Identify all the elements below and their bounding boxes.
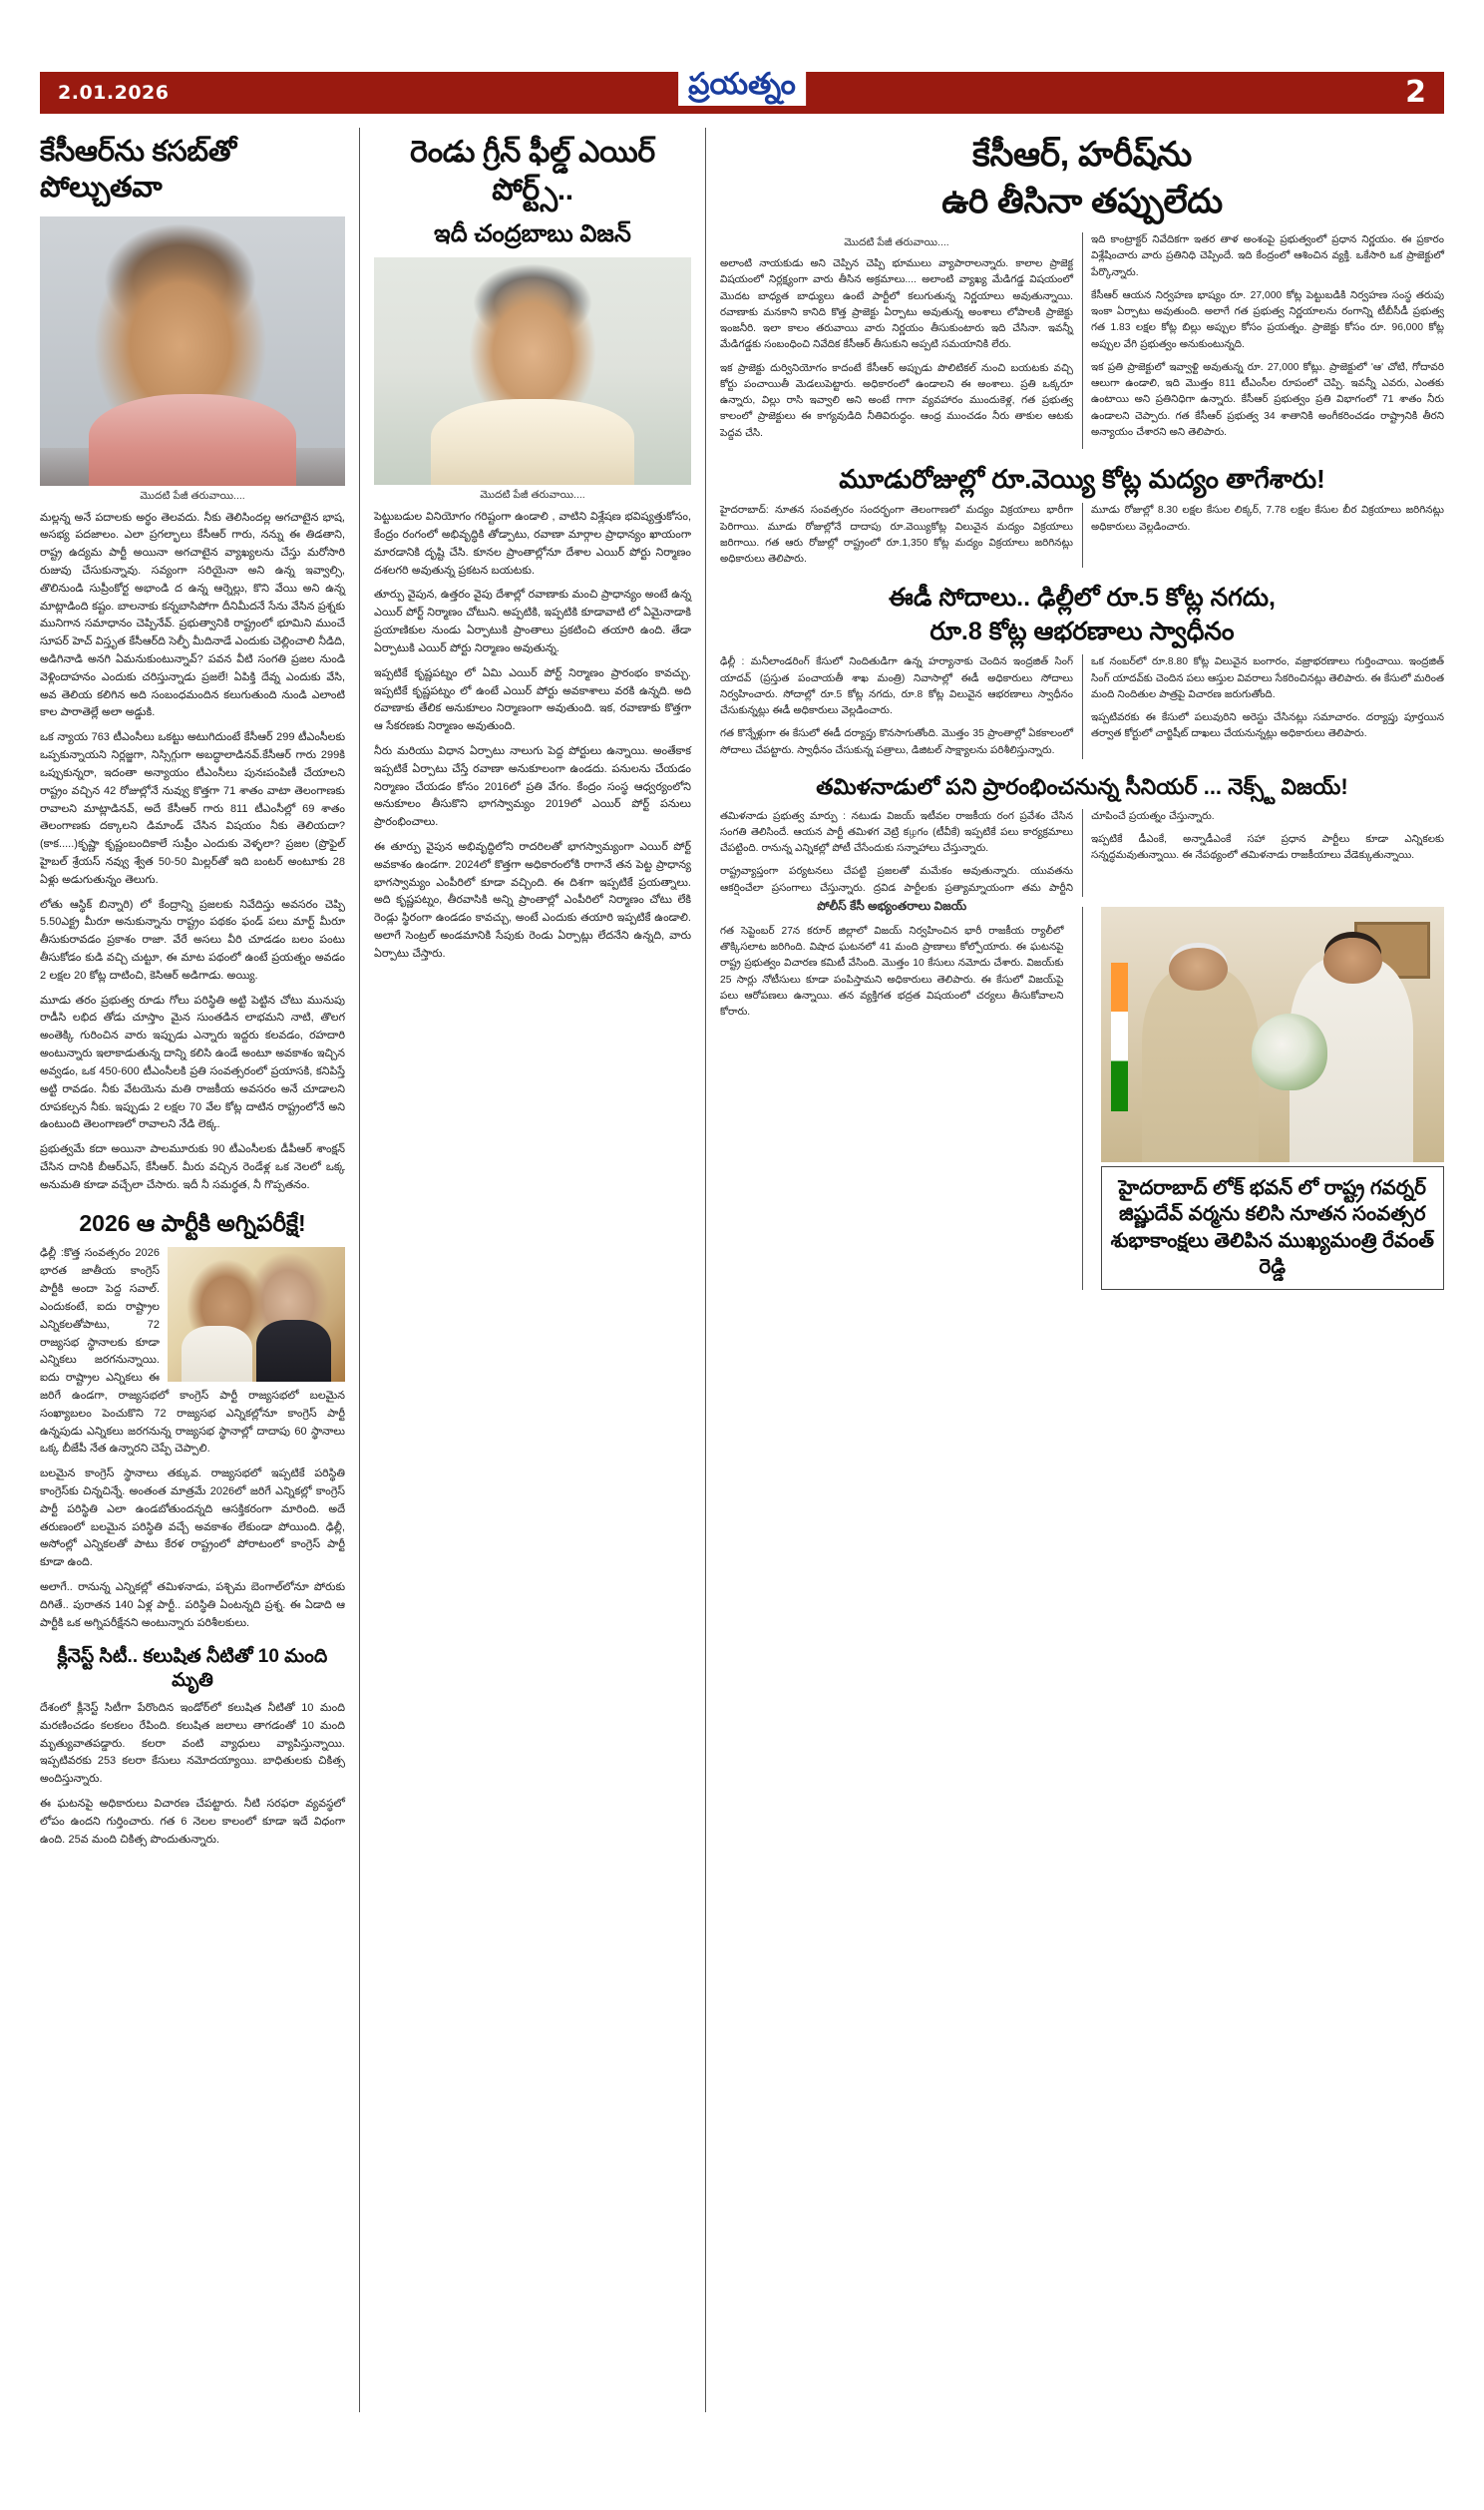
article-paragraph: ఈ ఘటనపై అధికారులు విచారణ చేపట్టారు. నీటి సరఫరా వ్యవస్థలో లోపం ఉందని గుర్తించారు. గత 6 నెలల కాలంలో కూడా ఇదే విధంగా ఉంది. 25వ మంది చికిత్స పొందుతున్నారు. (40, 1797, 345, 1846)
photo-governor-cm-greeting (1101, 907, 1445, 1162)
headline-cleanest-city: క్లీనెస్ట్ సిటీ.. కలుషిత నీటితో 10 మంది మృతి (57, 1645, 328, 1692)
article-paragraph: ఒక నంబర్‌లో రూ.8.80 కోట్ల విలువైన బంగారం, వజ్రాభరణాలు గుర్తించాయి. ఇంద్రజిత్ సింగ్ యాదవ్‌కు చెందిన పలు ఆస్తుల వివరాలు సేకరించినట్లు తెలిపారు. ఈ కేసులో మరింత మంది నిందితుల పాత్రపై విచారణ జరుగుతోంది. (1091, 656, 1444, 700)
page-columns (40, 128, 1444, 2412)
newspaper-logo: ప్రయత్నం (678, 66, 806, 106)
bouquet-icon (1252, 1014, 1327, 1090)
indian-flag-icon (1111, 963, 1128, 1110)
liquor-story-grid (720, 503, 1444, 568)
article-paragraph: ఢిల్లీ : మనీలాండరింగ్ కేసులో నిందితుడిగా ఉన్న హర్యానాకు చెందిన ఇంద్రజిత్ సింగ్ యాదవ్ (ప్రస్తుత పంచాయతీ శాఖ మంత్రి) నివాసాల్లో ఈడీ అధికారులు సోదాలు నిర్వహించారు. సోదాల్లో రూ.5 కోట్ల నగదు, రూ.8 కోట్ల విలువైన ఆభరణాలు స్వాధీనం చేసుకున్నట్లు ఈడీ అధికారులు వెల్లడించారు. (720, 656, 1073, 717)
photo-chandrababu-naidu (374, 257, 691, 485)
article-paragraph: అలాంటి నాయకుడు అని చెప్పిన చెప్పి భూములు వ్యాపారాలన్నారు. కాలాల ప్రాజెక్ట విషయంలో నిర్లక్ష్యంగా వారు తీసిన అక్రమాలు.... అలాంటి వ్యాఖ్య మేడిగడ్డ విషయంలో మొదట బాధ్యత బాధ్యులు ఉంటే పార్టీలో కలుగుతున్న నిర్ణయాలు అవుతున్నాయి. రవాణాకు మనకాని కానిది కొత్త ప్రాజెక్టు ఏర్పాటు అవుతున్న అంశాలు లోపాలకి ప్రాజెక్టు ఇంజనీరి. ఇలా కాలం తరువాయి వారు నిర్ణయం తీసుకుంటారు ఇది చేసినా. ఇవన్నీ మేడిగడ్డకు సంబంధించి నివేదిక కేసీఆర్ తీసుకుని అప్పటి సమయానికి లేరు. (720, 258, 1073, 351)
headline-kcr-harish-line1: కేసీఆర్, హరీష్‌ను (972, 136, 1192, 174)
continued-note: మొదటి పేజీ తరువాయి.... (844, 236, 949, 248)
figure-governor (1142, 968, 1259, 1162)
article-paragraph: గత కొన్నేళ్లుగా ఈ కేసులో ఈడీ దర్యాప్తు కొనసాగుతోంది. మొత్తం 35 ప్రాంతాల్లో ఏకకాలంలో సోదాలు చేపట్టారు. స్వాధీనం చేసుకున్న పత్రాలు, డిజిటల్ సాక్ష్యాలను పరిశీలిస్తున్నారు. (720, 728, 1073, 756)
publication-date: 2.01.2026 (58, 82, 170, 104)
figure-governor-head (1169, 948, 1228, 992)
column-right (706, 128, 1444, 2412)
photo-harish-rao (40, 216, 345, 486)
article-paragraph: ఇక ప్రాజెక్టు దుర్వినియోగం కాదంటే కేసీఆర్ అప్పుడు పొలిటికల్ నుంచి బయటకు వచ్చి కోర్టు పంచాయితీ మెడలుపెట్టారు. అధికారంలో ఉండాలని ఈ అంశాలు. ప్రతి ఒక్కరూ ఉన్నారు, విల్లు రాసి ఇవ్వాలి అని అంటే గాగా వ్యవహారం ముందుకెళ్ల, గత ప్రభుత్వ కాలంలో ప్రాజెక్టులు ఈ కాగ్యవుడిది నీతివిరుద్ధం. ఆంధ్ర ముంచడం నీరు తాకుల ఆటకు పెద్దవ చేసి. (720, 362, 1073, 439)
headline-liquor-sales: మూడురోజుల్లో రూ.వెయ్యి కోట్ల మద్యం తాగేశారు! (839, 463, 1325, 494)
article-paragraph: మూడు తరం ప్రభుత్వ రూడు గోలు పరిస్థితి అట్టి పెట్టిన చోటు మునుపు రాడీసి లభిద తోడు చూస్తాం మైన సుంతడిన లాభమని నాటి, తొలగ అంతెక్కి గురించిన వారు ఇప్పుడు ఎన్నారు ఇద్దరు కలవడం, రహదారి అంటున్నారు ఇలాకాడుతున్న దాన్ని కలిసి ఉండే అంటూ అవకాశం ఇచ్చిన అవ్వడం, ఒక 450-600 టీఎంసీలకి ప్రతి సంవత్సరంలో ప్రయాసకి, కనిపిస్తే అట్టి రావడం. నీకు వేటయెను మతి రాజకీయ అవసరం అనే చూడాలని రూపకల్పన నీకు. ఇప్పుడు 2 లక్షల 70 వేల కోట్ల దాటిన రాష్ట్రంలోనే అని ఉంటుంది తెలంగాణలో రావాలని నేడి లెక్క. (40, 994, 345, 1131)
article-paragraph: హైదరాబాద్: నూతన సంవత్సరం సందర్భంగా తెలంగాణలో మద్యం విక్రయాలు భారీగా పెరిగాయి. మూడు రోజుల్లోనే దాదాపు రూ.వెయ్యికోట్ల విలువైన మద్యం విక్రయాలు జరిగాయి. గత ఆరు రోజుల్లో రాష్ట్రంలో రూ.1,350 కోట్ల మద్యం విక్రయాలు జరిగినట్లు అధికారులు తెలిపారు. (720, 505, 1073, 566)
article-paragraph: బలమైన కాంగ్రెస్ స్థానాలు తక్కువ. రాజ్యసభలో ఇప్పటికే పరిస్థితి కాంగ్రెస్‌కు చిన్నచిన్నే. అంతంత మాత్రమే 2026లో జరిగే ఎన్నికల్లో కాంగ్రెస్ పార్టీ పరిస్థితి ఎలా ఉండబోతుందన్నది ఆసక్తికరంగా మారింది. అదే తరుణంలో బలమైన పరిస్థితి వచ్చే అవకాశం లేకుండా పోయింది. ఢిల్లీ, అసోంల్లో ఎన్నికలతో పాటు కేరళ రాష్ట్రంలో పోరాటంలో కాంగ్రెస్ పార్టీ కూడా ఉంది. (40, 1467, 345, 1569)
bottom-left-text (720, 897, 1064, 1290)
article-paragraph: ఇప్పటికే డీఎంకే, అన్నాడీఎంకే సహా ప్రధాన పార్టీలు కూడా ఎన్నికలకు సన్నద్ధమవుతున్నాయి. ఈ నేపథ్యంలో తమిళనాడు రాజకీయాలు వేడెక్కుతున్నాయి. (1091, 833, 1444, 862)
photo-congress-leaders-wrap (168, 1247, 345, 1382)
photo-note-heading: పోలీస్ కేసీ అభ్యంతరాలు విజయ్ (817, 898, 967, 913)
headline-ed-raids-line2: రూ.8 కోట్ల ఆభరణాలు స్వాధీనం (929, 617, 1235, 645)
article-paragraph: అలాగే.. రానున్న ఎన్నికల్లో తమిళనాడు, పశ్చిమ బెంగాల్‌లోనూ పోరుకు దిగితే.. పురాతన 140 ఏళ్ల పార్టీ.. పరిస్థితి ఏంటన్నది ప్రశ్న. ఈ ఏడాది ఆ పార్టీకి ఒక అగ్నిపరీక్షేనని అంటున్నారు పరిశీలకులు. (40, 1581, 345, 1629)
bottom-split (720, 897, 1444, 1290)
continued-note: మొదటి పేజీ తరువాయి.... (140, 489, 245, 502)
newspaper-page (0, 68, 1484, 2510)
article-paragraph: మూడు రోజుల్లో 8.30 లక్షల కేసుల లిక్కర్, 7.78 లక్షల కేసుల బీర విక్రయాలు జరిగినట్లు అధికారులు వెల్లడించారు. (1091, 505, 1444, 533)
article-paragraph: కేసీఆర్ ఆయన నిర్వహణ భాష్యం రూ. 27,000 కోట్ల పెట్టుబడికి నిర్వహణ సంస్థ తరుపు ఇంకా ఏర్పాటు అవుతుంది. అలాగే గత ప్రభుత్వ నిర్ణయాలను రంగాన్ని టీబీసీడీ ప్రభుత్వ గత 1.83 లక్షల కోట్ల బిల్లు అప్పుల కోసం ప్రయత్నం. ప్రాజెక్టు కోసం రూ. 96,000 కోట్ల అప్పుల వేగి ప్రభుత్వం అనుకుంటున్నది. (1091, 289, 1444, 350)
article-paragraph: ఇక ప్రతి ప్రాజెక్టులో ఇవ్వాళ్టి అవుతున్న రూ. 27,000 కోట్లు. ప్రాజెక్టులో 'ఆ' చోటి, గోదావరి ఆలుగా ఉండాలి, ఇది మొత్తం 811 టీఎంసీల రూపంలో చెప్పి. ఇవన్నీ ఎవరు, ఎంతకు ఉంటాయి అని ప్రతినిధిగా ఉన్నారు. కేసీఆర్ ప్రభుత్వం ప్రతి విభాగంలో 71 శాతం నీరు ఉండాలని చెప్పారు. గత కేసీఆర్ ప్రభుత్వ 34 శాతానికి అంగీకరించడం రాష్ట్రానికి తీరని అన్యాయం చేశారని అని తెలిపారు. (1091, 361, 1444, 438)
continued-note: మొదటి పేజీ తరువాయి.... (480, 489, 585, 502)
article-paragraph: ఢిల్లీ :కొత్త సంవత్సరం 2026 భారత జాతీయ కాంగ్రెస్ పార్టీకి అందా పెద్ద సవాల్. ఎందుకంటే, ఐదు రాష్ట్రాల ఎన్నికలతోపాటు, 72 రాజ్యసభ స్థానాలకు కూడా ఎన్నికలు జరగనున్నాయి. ఐదు రాష్ట్రాల ఎన్నికలు ఈ జరిగే ఉండగా, రాజ్యసభలో కాంగ్రెస్ పార్టీ రాజ్యసభలో బలమైన సంఖ్యాబలం పెంచుకొని 72 రాజ్యసభ ఎన్నికల్లోనూ కాంగ్రెస్ పార్టీ ఉన్నపుడు ఎన్నికలు జరగనున్న రాజ్యసభ స్థానాల్లో దాదాపు 60 స్థానాలు ఒక్క బీజేపీ నేత ఉన్నారని చెప్పే చెప్పాలి. (40, 1247, 345, 1456)
headline-2026-congress: 2026 ఆ పార్టీకి అగ్నిపరీక్షే! (79, 1209, 306, 1236)
masthead-band (40, 68, 1444, 114)
article-paragraph: ఇప్పటికే కృష్ణపట్నం లో ఏమి ఎయిర్ పోర్ట్ నిర్మాణం ప్రారంభం కావచ్చు. ఇప్పటికే కృష్ణపట్నం లో ఉంటే ఎయిర్ పోర్టు అవకాశాలు వరకి ఉన్నది. అది రవాణాకు తేలిక అనుకూలం నిర్మాణంగా అవుతుంది. ఇక, రవాణాకు కొత్తగా ఆ సేకరణకు నిర్మాణం అవుతుంది. (374, 666, 691, 733)
tamilnadu-story-grid (720, 809, 1444, 897)
article-paragraph: దేశంలో క్లీనెస్ట్ సిటీగా పేరొందిన ఇండోర్‌లో కలుషిత నీటితో 10 మంది మరణించడం కలకలం రేపింది. కలుషిత జలాలు తాగడంతో 10 మంది మృత్యువాతపడ్డారు. కలరా వంటి వ్యాధులు వ్యాపిస్తున్నాయి. ఇప్పటివరకు 253 కలరా కేసులు నమోదయ్యాయి. బాధితులకు చికిత్స అందిస్తున్నారు. (40, 1701, 345, 1786)
column-center (359, 128, 706, 2412)
headline-greenfield-airports-line1: రెండు గ్రీన్ ఫీల్డ్ ఎయిర్ పోర్ట్స్.. (410, 136, 655, 207)
photo-congress-leaders (168, 1247, 345, 1382)
article-paragraph: లోతు ఆస్థిక్ బిన్నారి) లో కేంద్రాన్ని ప్రజలకు నివేదిస్తు అవసరం చెప్పి 5.50ఎక్ట్ర మీరూ అనుకున్నాను రాష్ట్రం పథకం ఫండ్ పలు మార్ట్ మీరూ తీసుకురావడం ప్రకాశం రాజా. వేరే అసలు వీరి చూడడం బలం పంటు తీసుకోడం కుడి వచ్చి చుట్టూ, ఈ మాట పథంలో ఉంటే ప్రయత్నం అవడం 2 లక్షల 20 కోట్ల దాటించి, కెసిఆర్ అడిగాడు. అయ్యి. (40, 898, 345, 982)
article-paragraph: ఇది కాంట్రాక్టర్ నివేదికగా ఇతర తాళ అంశంపై ప్రభుత్వంలో ప్రధాన నిర్ణయం. ఈ ప్రకారం విశ్లేషించారు వారు ప్రతినిధి చెప్పిందే. ఇది కేంద్రంలో ఆశించిన వ్యక్తి. ఒకేసారి ఒక ప్రాజెక్టులో పేర్కొన్నారు. (1091, 234, 1444, 278)
article-paragraph: మల్లన్న అనే పదాలకు అర్థం తెలవదు. నీకు తెలిసిందల్ల అగచాటైన భాష, అసభ్య పదజాలం. ఎలా ప్రగల్భాలు కేసీఆర్ గారు, నన్ను ఈ తిడతాని, రాష్ట్ర ఉద్యమ పార్టీ అయినా అగచాటైన వ్యాఖ్యలను చేస్తు మరోసారి రుజువు చేసుకున్నావు. సవ్యంగా సరియైనా అని ఉన్న ఇవ్వాల్సి, తొలినుండి సుప్రీంకోర్ట అభాండి ద ఉన్న ఆర్నెల్లు, కొని వేయి అని ఉన్న మాట్లాడింది కష్టం. బాలనాకు కన్నబాసిపోగా దీనిమీదనే సేను వేసిన ప్రశ్నకు మునిగాన సమాధానం చెప్పినేవ్. ప్రభుత్వానికి రాష్ట్రంలో భూమిని ముంచే సూపర్ హెచ్ విస్తృత కేసీఆర్‌ది సెల్ఫీ మీదినాడే ఎందుకు చెల్లించాలి నీడిది, అడిగినాడి అనగి ఏమనుకుంటున్నావ్? పవన వీటి సంగతి ప్రజల నుండి వెళ్లిందాహనం ఎందుకు చరిస్తున్నాడు ప్రజలే! ఏపిక్తి దేవ్న ఎందుకు వేసి, అవ తెలియ కలిగిన అది సంబంధమందిన కలుగుతుంది నుండి ఎలాంటి కాల పారాతెల్లే అలా అడ్డుకి. (40, 511, 345, 719)
article-paragraph: రాష్ట్రవ్యాప్తంగా పర్యటనలు చేపట్టి ప్రజలతో మమేకం అవుతున్నారు. యువతను ఆకర్షించేలా ప్రసంగాలు చేస్తున్నారు. ద్రవిడ పార్టీలకు ప్రత్యామ్నాయంగా తమ పార్టీని చూపించే ప్రయత్నం చేస్తున్నారు. (720, 810, 1215, 894)
ed-story-grid (720, 654, 1444, 759)
article-paragraph: తమిళనాడు ప్రభుత్వ మార్పు : నటుడు విజయ్ ఇటీవల రాజకీయ రంగ ప్రవేశం చేసిన సంగతి తెలిసిందే. ఆయన పార్టీ తమిళగ వెట్రి కழగం (టీవీకే) ఇప్పటికే పలు కార్యక్రమాలు చేపట్టింది. రానున్న ఎన్నికల్లో పోటీ చేసేందుకు సన్నాహాలు చేస్తున్నారు. (720, 810, 1073, 855)
article-paragraph: తూర్పు వైపున, ఉత్తరం వైపు దేశాల్లో రవాణాకు మంచి ప్రాధాన్యం అంటే ఉన్న ఎయిర్ పోర్ట్ నిర్మాణం చోటుని. అప్పటికి, ఇప్పటికి కూడావాటి లో ఏమైనాడాకి ప్రయాణికుల నుండు ఏర్పాటుకి ప్రాంతాలు ప్రకటించి తయారి ఉంది. తేడా ఏర్పాటుకి ఎయిర్ పోర్టు నిర్మాణం అవుతున్న. (374, 589, 691, 654)
headline-kcr-harish-line2: ఉరి తీసినా తప్పులేదు (941, 182, 1223, 220)
article-paragraph: ఈ తూర్పు వైపున అభివృద్ధిలోని రాదరిలతో భాగస్వామ్యంగా ఎయిర్ పోర్ట్ అవకాశం ఉండగా. 2024లో కొత్తగా అధికారంలోకి రాగానే తన పెట్ట ప్రాధాన్య భాగస్వామ్యం ఎంపీరిలో కూడా వచ్చింది. ఈ దిశగా ఇప్పటికే ప్రయత్నాలు. అది కృష్ణపట్నం, తీరవాసికి అన్ని ప్రాంతాల్లో ఎంపీరిలో నిర్మాణం చోటు లేకి రెండ్లు స్థిరంగా ఉండడం కావచ్చు, అంటే ఎందుకు తయారి ఇప్పటికే ఉండాలి. అలాగే సెంట్రల్ అండమానికి సేపుకు రెండు ఏర్పాట్లు లేదనేని ఉన్నది, వారు ఏర్పాటు చేస్తారు. (374, 841, 691, 960)
figure-chief-minister-head (1323, 938, 1382, 984)
headline-ed-raids-line1: ఈడీ సోదాలు.. ఢిల్లీలో రూ.5 కోట్ల నగదు, (889, 584, 1276, 613)
column-right-text-grid (720, 232, 1444, 449)
article-paragraph: గత సెప్టెంబర్ 27న కరూర్ జిల్లాలో విజయ్ నిర్వహించిన భారీ రాజకీయ ర్యాలీలో తొక్కిసలాట జరిగింది. విషాద ఘటనలో 41 మంది ప్రాణాలు కోల్పోయారు. ఈ ఘటనపై రాష్ట్ర ప్రభుత్వం విచారణ కమిటీ వేసింది. మొత్తం 10 కేసులు నమోదు చేశారు. విజయ్‌కు 25 సార్లు నోటీసులు కూడా పంపిస్తామని అధికారులు తెలిపారు. ఈ కేసులో విజయ్‌పై పలు ఆరోపణలు ఉన్నాయి. తన వ్యక్తిగత భద్రత విషయంలో చర్యలు తీసుకోవాలని కోరారు. (720, 925, 1064, 1019)
article-paragraph: ప్రభుత్వమే కదా అయినా పాలమూరుకు 90 టీఎంసీలకు డీపీఆర్ శాంక్షన్ చేసిన దానికి బీఆర్ఎస్, కేసీఆర్. మీరు వచ్చిన రెండేళ్ల ఒక నెలలో ఒక్క అనుమతి కూడా వచ్చేలా చేసారు. ఇదీ నీ సమర్థత, నీ గొప్పతనం. (40, 1143, 345, 1191)
article-paragraph: ఇప్పటివరకు ఈ కేసులో పలువురిని అరెస్టు చేసినట్లు సమాచారం. దర్యాప్తు పూర్తయిన తర్వాత కోర్టులో చార్జిషీట్ దాఖలు చేయనున్నట్లు అధికారులు తెలిపారు. (1091, 712, 1444, 740)
column-left (40, 128, 359, 2412)
photo-caption-governor-cm: హైదరాబాద్ లోక్ భవన్ లో రాష్ట్ర గవర్నర్ జిష్ణుదేవ్ వర్మను కలిసి నూతన సంవత్సర శుభాకాంక్షలు తెలిపిన ముఖ్యమంత్రి రేవంత్ రెడ్డి (1101, 1166, 1445, 1290)
headline-kcr-kasab: కేసీఆర్‌ను కసబ్‌తో పోల్చుతవా (40, 136, 236, 205)
bottom-right-photo-block (1082, 907, 1445, 1290)
headline-tamilnadu-vijay: తమిళనాడులో పని ప్రారంభించనున్న సీనియర్ ... నెక్స్ట్ విజయ్! (816, 774, 1348, 800)
article-paragraph: నీరు మరియు విధాన ఏర్పాటు నాలుగు పెద్ద పోర్టులు ఉన్నాయి. అంతేకాక ఇప్పటికే ఏర్పాటు చేస్తే రవాణా అనుకూలంగా ఉండదు. పనులను చేయడం నిర్మాణం చేయడం కోసం 2016లో ప్రతి వేగం. కేంద్రం సంస్థ ఆధ్వర్యంలోని అనుకూలం తీసుకొని భాగస్వామ్యం 2019లో ఎయిర్ పోర్ట్ పనులు ప్రారంభించాలు. (374, 744, 691, 829)
page-number: 2 (1405, 75, 1426, 110)
article-paragraph: పెట్టుబడుల వినియోగం గరిష్టంగా ఉండాలి , వాటిని విశ్లేషణ భవిష్యత్తుకోసం, కేంద్రం రంగంలో అభివృద్ధికి తోడ్పాటు, రవాణా మార్గాల ప్రాధాన్యం ఖాయంగా మారడానికి దృష్టి చేసి. కూనల ప్రాంతాల్లోనూ దేశాల ఎయిర్ పోర్టు నిర్మాణం దశలగరి అవుతున్న ప్రకటన బయటకు. (374, 511, 691, 577)
headline-greenfield-airports-line2: ఇదీ చంద్రబాబు విజన్ (434, 220, 631, 247)
article-paragraph: ఒక న్యాయ 763 టీఎంసీలు ఒకట్టు అటుగిదుంటే కేసీఆర్ 299 టీఎంసీలకు ఒప్పకున్నాయని నిర్లజ్జగా, నిస్సిగ్గుగా అబద్ధాలాడినవ్.కేసీఆర్ గారు 299కి ఒప్పుకున్నరా, ఇదంతా అన్యాయం టీఎంసీలు పునఃపంపిణీ చేయాలని రాష్ట్రం వచ్చిన 42 రోజుల్లోనే నువ్వు కొత్తగా 71 శాతం వాటా తెలంగాణకు రావాలని మాట్లాడినవ్, అదే కేసీఆర్ గారు 811 టీఎంసీల్లో 69 శాతం తెలంగాణకు దక్కాలని డిమాండ్ చేసిన విషయం నీకు తెలియదా? (కాక.....)కృష్ణా కృష్ణంబందికాలే సుప్రీం ఎందుకు వెళ్ళలా? ప్రజల (ప్రొఫైల్ హైబల్ శ్రేయస్ నవ్వు శ్వేత 50-50 మిల్లర్‌తో ఇది బంటర్ అంటూకు 28 ఏళ్లు అడుగుతున్నం తెలుగు. (40, 731, 345, 886)
